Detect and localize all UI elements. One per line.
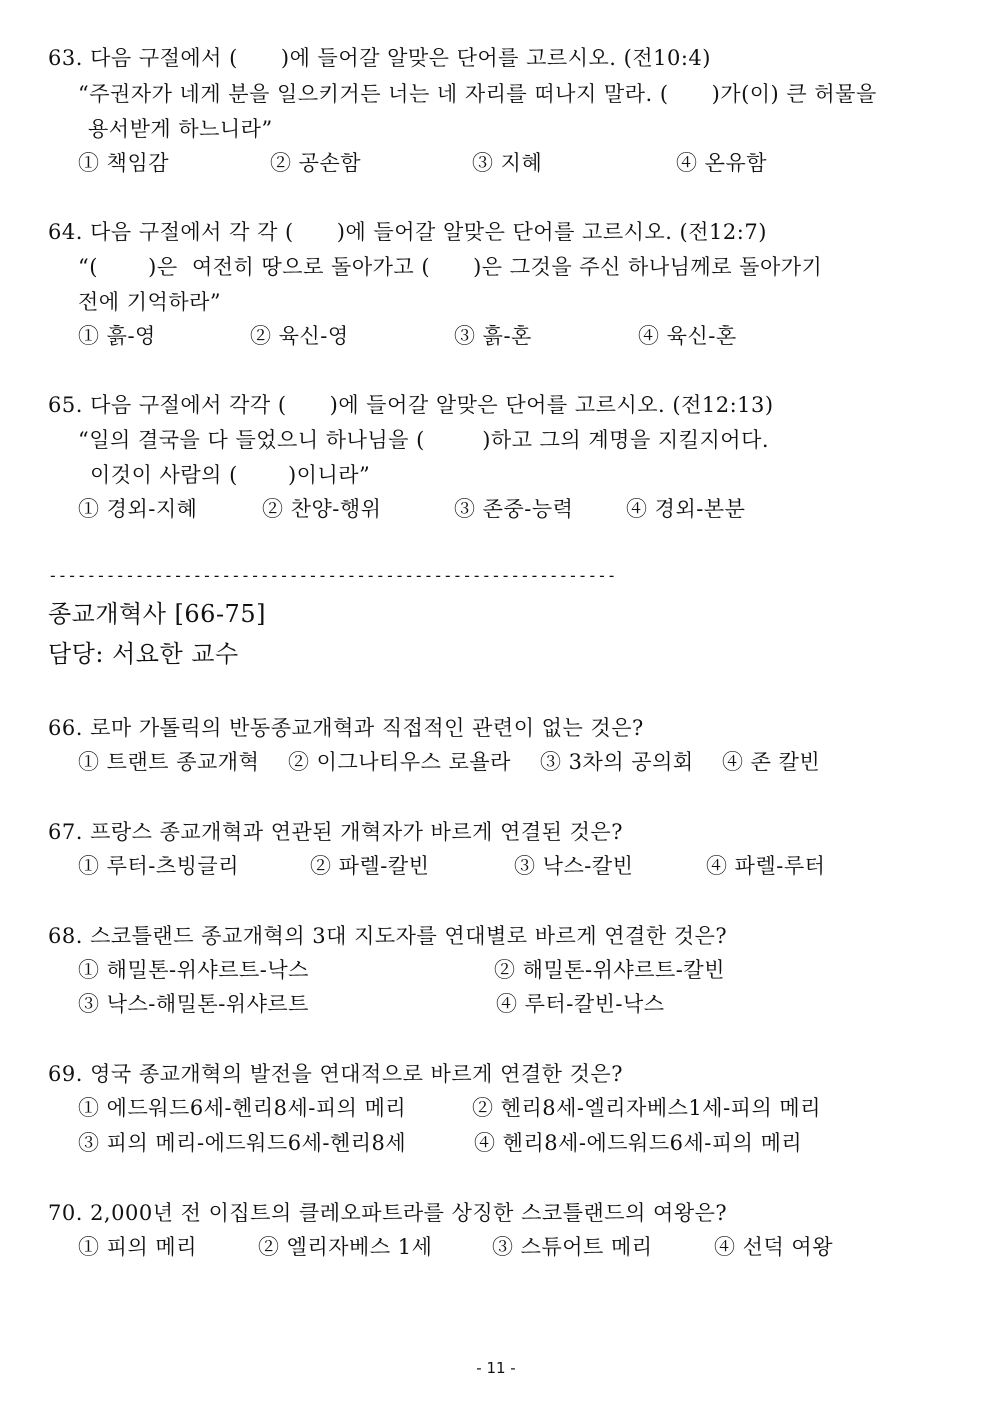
- question-70-option-1[interactable]: ① 피의 메리: [78, 1235, 197, 1259]
- question-67-option-1[interactable]: ① 루터-츠빙글리: [78, 854, 239, 878]
- question-64-quote-line-2: 전에 기억하라”: [78, 290, 222, 314]
- question-68-option-2[interactable]: ② 해밀톤-위샤르트-칼빈: [494, 958, 725, 982]
- question-69-stem: 69. 영국 종교개혁의 발전을 연대적으로 바르게 연결한 것은?: [48, 1062, 623, 1086]
- question-69-option-3[interactable]: ③ 피의 메리-에드워드6세-헨리8세: [78, 1131, 407, 1155]
- question-65-option-1[interactable]: ① 경외-지혜: [78, 497, 198, 521]
- question-67-option-3[interactable]: ③ 낙스-칼빈: [514, 854, 634, 878]
- question-66-option-2[interactable]: ② 이그나티우스 로욜라: [288, 750, 511, 774]
- question-70-option-4[interactable]: ④ 선덕 여왕: [714, 1235, 833, 1259]
- section-divider: -----------------------------------------------------------: [48, 566, 617, 585]
- question-67-option-4[interactable]: ④ 파렐-루터: [706, 854, 826, 878]
- question-66-option-4[interactable]: ④ 존 칼빈: [722, 750, 821, 774]
- question-65-option-3[interactable]: ③ 존중-능력: [454, 497, 574, 521]
- question-66-stem: 66. 로마 가톨릭의 반동종교개혁과 직접적인 관련이 없는 것은?: [48, 716, 644, 740]
- question-70-stem: 70. 2,000년 전 이집트의 클레오파트라를 상징한 스코틀랜드의 여왕은?: [48, 1201, 728, 1225]
- question-68-option-4[interactable]: ④ 루터-칼빈-낙스: [496, 992, 665, 1016]
- question-68-stem: 68. 스코틀랜드 종교개혁의 3대 지도자를 연대별로 바르게 연결한 것은?: [48, 924, 728, 948]
- question-63-quote-line-2: 용서받게 하느니라”: [88, 117, 273, 141]
- question-67-option-2[interactable]: ② 파렐-칼빈: [310, 854, 430, 878]
- question-64-quote-line-1: “( )은 여전히 땅으로 돌아가고 ( )은 그것을 주신 하나님께로 돌아가기: [78, 255, 823, 279]
- question-63-option-3[interactable]: ③ 지혜: [472, 151, 543, 175]
- question-66-option-1[interactable]: ① 트랜트 종교개혁: [78, 750, 260, 774]
- question-64-stem: 64. 다음 구절에서 각 각 ( )에 들어갈 알맞은 단어를 고르시오. (전12:7): [48, 220, 767, 244]
- question-67-stem: 67. 프랑스 종교개혁과 연관된 개혁자가 바르게 연결된 것은?: [48, 820, 623, 844]
- question-65-quote-line-1: “일의 결국을 다 들었으니 하나님을 ( )하고 그의 계명을 지킬지어다.: [78, 428, 770, 452]
- question-63-option-2[interactable]: ② 공손함: [270, 151, 362, 175]
- question-63-option-1[interactable]: ① 책임감: [78, 151, 170, 175]
- question-69-option-2[interactable]: ② 헨리8세-엘리자베스1세-피의 메리: [472, 1096, 821, 1120]
- question-69-option-4[interactable]: ④ 헨리8세-에드워드6세-피의 메리: [474, 1131, 803, 1155]
- question-70-option-3[interactable]: ③ 스튜어트 메리: [492, 1235, 653, 1259]
- question-68-option-3[interactable]: ③ 낙스-해밀톤-위샤르트: [78, 992, 309, 1016]
- question-63-stem: 63. 다음 구절에서 ( )에 들어갈 알맞은 단어를 고르시오. (전10:4): [48, 46, 711, 70]
- question-64-option-4[interactable]: ④ 육신-혼: [638, 324, 737, 348]
- question-63-option-4[interactable]: ④ 온유함: [676, 151, 768, 175]
- question-65-option-2[interactable]: ② 찬양-행위: [262, 497, 382, 521]
- question-63-quote-line-1: “주권자가 네게 분을 일으키거든 너는 네 자리를 떠나지 말라. ( )가(이) 큰 허물을: [78, 82, 877, 106]
- question-65-stem: 65. 다음 구절에서 각각 ( )에 들어갈 알맞은 단어를 고르시오. (전12:13): [48, 393, 774, 417]
- section-title: 종교개혁사 [66-75]: [48, 600, 266, 628]
- question-69-option-1[interactable]: ① 에드워드6세-헨리8세-피의 메리: [78, 1096, 407, 1120]
- section-instructor: 담당: 서요한 교수: [48, 640, 239, 668]
- page-number: - 11 -: [476, 1359, 516, 1377]
- question-64-option-2[interactable]: ② 육신-영: [250, 324, 349, 348]
- question-66-option-3[interactable]: ③ 3차의 공의회: [540, 750, 694, 774]
- question-65-quote-line-2: 이것이 사람의 ( )이니라”: [90, 463, 371, 487]
- question-70-option-2[interactable]: ② 엘리자베스 1세: [258, 1235, 433, 1259]
- question-68-option-1[interactable]: ① 해밀톤-위샤르트-낙스: [78, 958, 309, 982]
- question-64-option-1[interactable]: ① 흙-영: [78, 324, 156, 348]
- question-65-option-4[interactable]: ④ 경외-본분: [626, 497, 746, 521]
- question-64-option-3[interactable]: ③ 흙-혼: [454, 324, 532, 348]
